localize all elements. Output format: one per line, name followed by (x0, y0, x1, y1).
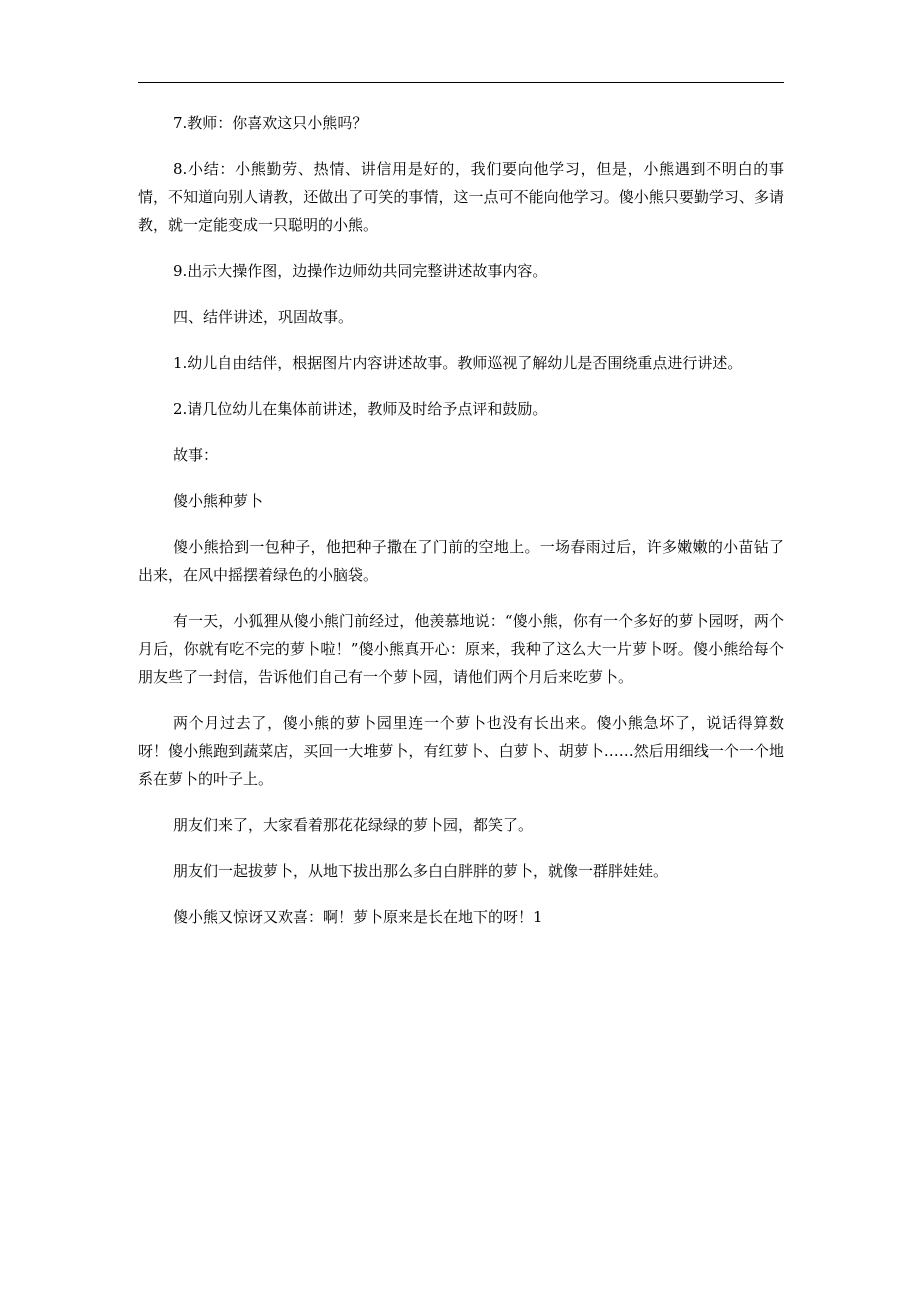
story-paragraph-5: 朋友们一起拔萝卜，从地下拔出那么多白白胖胖的萝卜，就像一群胖娃娃。 (173, 862, 669, 880)
story-paragraph-6: 傻小熊又惊讶又欢喜：啊！萝卜原来是长在地下的呀！1 (173, 908, 543, 926)
story-paragraph-4: 朋友们来了，大家看着那花花绿绿的萝卜园，都笑了。 (173, 816, 534, 834)
paragraph-8-summary: 8.小结：小熊勤劳、热情、讲信用是好的，我们要向他学习，但是，小熊遇到不明白的事情，不知道向别人请教，还做出了可笑的事情，这一点可不能向他学习。傻小熊只要勤学习、多请教，就一定能变成一只聪明的小熊。 (138, 160, 784, 234)
paragraph-2-group-telling: 2.请几位幼儿在集体前讲述，教师及时给予点评和鼓励。 (173, 400, 548, 418)
paragraph-9-operation: 9.出示大操作图，边操作边师幼共同完整讲述故事内容。 (173, 262, 548, 280)
story-label: 故事： (173, 446, 219, 464)
section-heading-4: 四、结伴讲述，巩固故事。 (173, 308, 354, 326)
story-paragraph-1: 傻小熊拾到一包种子，他把种子撒在了门前的空地上。一场春雨过后，许多嫩嫩的小苗钻了出来，在风中摇摆着绿色的小脑袋。 (138, 538, 784, 584)
document-body (138, 109, 784, 949)
story-paragraph-2: 有一天，小狐狸从傻小熊门前经过，他羡慕地说：“傻小熊，你有一个多好的萝卜园呀，两个月后，你就有吃不完的萝卜啦！”傻小熊真开心：原来，我种了这么大一片萝卜呀。傻小熊给每个朋友些了一封信，告诉他们自己有一个萝卜园，请他们两个月后来吃萝卜。 (138, 612, 784, 686)
paragraph-7-question: 7.教师：你喜欢这只小熊吗？ (173, 114, 368, 132)
header-rule (138, 82, 784, 83)
story-paragraph-3: 两个月过去了，傻小熊的萝卜园里连一个萝卜也没有长出来。傻小熊急坏了，说话得算数呀！傻小熊跑到蔬菜店，买回一大堆萝卜，有红萝卜、白萝卜、胡萝卜……然后用细线一个一个地系在萝卜的叶子上。 (138, 714, 784, 788)
story-title: 傻小熊种萝卜 (173, 492, 264, 510)
paragraph-1-pair-telling: 1.幼儿自由结伴，根据图片内容讲述故事。教师巡视了解幼儿是否围绕重点进行讲述。 (173, 354, 743, 372)
